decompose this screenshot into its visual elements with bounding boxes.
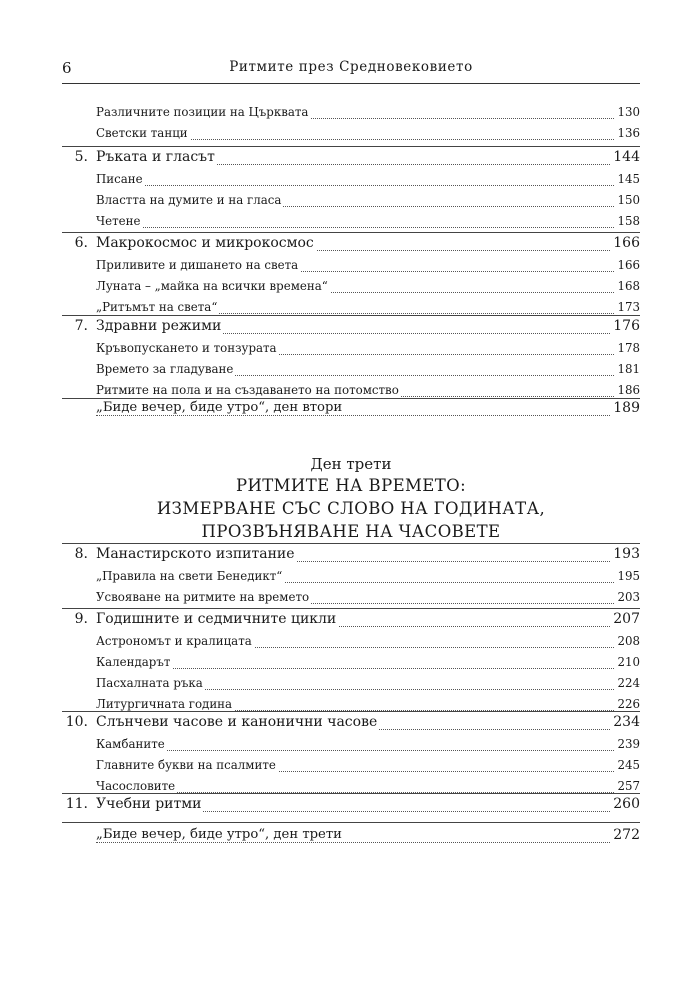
toc-subentry[interactable]: Главните букви на псалмите 245 [96, 758, 640, 772]
page-number: 6 [62, 59, 72, 77]
section-separator [62, 543, 640, 544]
toc-chapter-7 [62, 317, 640, 402]
header-rule [62, 83, 640, 84]
part-title-line: РИТМИТЕ НА ВРЕМЕТО: [235, 476, 467, 495]
toc-subentry[interactable]: Часословите 257 [96, 779, 640, 793]
toc-chapter-entry[interactable]: 11. Учебни ритми 260 [65, 796, 640, 812]
toc-chapter-entry[interactable]: 6. Макрокосмос и микрокосмос 166 [74, 235, 640, 251]
toc-chapter-entry[interactable]: 5. Ръката и гласът 144 [74, 149, 640, 165]
toc-subentry[interactable]: Различните позиции на Църквата 130 [96, 105, 640, 119]
toc-subentry[interactable]: Писане 145 [96, 172, 640, 186]
section-separator [62, 711, 640, 712]
toc-subentry[interactable]: Властта на думите и на гласа 150 [96, 193, 640, 207]
toc-subentry[interactable]: Времето за гладуване 181 [96, 362, 640, 376]
toc-chapter-11 [62, 795, 640, 817]
toc-outro-entry[interactable]: „Биде вечер, биде утро“, ден втори 189 [96, 400, 640, 416]
section-separator [62, 793, 640, 794]
toc-ch4-tail [62, 103, 640, 145]
part-heading [62, 454, 640, 543]
running-head [62, 59, 640, 77]
toc-day-three-outro [62, 826, 640, 848]
toc-subentry[interactable]: Камбаните 239 [96, 737, 640, 751]
toc-chapter-5 [62, 148, 640, 233]
toc-outro-entry[interactable]: „Биде вечер, биде утро“, ден трети 272 [96, 827, 640, 843]
section-separator [62, 315, 640, 316]
part-label: Ден трети [310, 455, 392, 473]
toc-subentry[interactable]: „Правила на свети Бенедикт“ 195 [96, 569, 640, 583]
toc-chapter-entry[interactable]: 8. Манастирското изпитание 193 [74, 546, 640, 562]
toc-subentry[interactable]: Календарът 210 [96, 655, 640, 669]
part-title-line: ИЗМЕРВАНЕ СЪС СЛОВО НА ГОДИНАТА, [156, 499, 546, 518]
section-separator [62, 232, 640, 233]
toc-subentry[interactable]: Четене 158 [96, 214, 640, 228]
running-title: Ритмите през Средновековието [229, 59, 473, 75]
toc-subentry[interactable]: Приливите и дишането на света 166 [96, 258, 640, 272]
toc-subentry[interactable]: „Ритъмът на света“ 173 [96, 300, 640, 314]
toc-subentry[interactable]: Пасхалната ръка 224 [96, 676, 640, 690]
section-separator [62, 146, 640, 147]
part-title-line: ПРОЗВЪНЯВАНЕ НА ЧАСОВЕТЕ [201, 522, 501, 541]
toc-subentry[interactable]: Ритмите на пола и на създаването на потомство 186 [96, 383, 640, 397]
section-separator [62, 822, 640, 823]
toc-chapter-10 [62, 713, 640, 798]
toc-chapter-entry[interactable]: 7. Здравни режими 176 [74, 318, 640, 334]
toc-day-two-outro [62, 399, 640, 421]
toc-subentry[interactable]: Луната – „майка на всички времена“ 168 [96, 279, 640, 293]
toc-subentry[interactable]: Литургичната година 226 [96, 697, 640, 711]
toc-subentry[interactable]: Усвояване на ритмите на времето 203 [96, 590, 640, 604]
toc-chapter-8 [62, 545, 640, 609]
toc-subentry[interactable]: Кръвопускането и тонзурата 178 [96, 341, 640, 355]
toc-chapter-9 [62, 610, 640, 716]
toc-chapter-entry[interactable]: 10. Слънчеви часове и канонични часове 234 [65, 714, 640, 730]
toc-chapter-entry[interactable]: 9. Годишните и седмичните цикли 207 [74, 611, 640, 627]
toc-subentry[interactable]: Астрономът и кралицата 208 [96, 634, 640, 648]
section-separator [62, 608, 640, 609]
toc-chapter-6 [62, 234, 640, 319]
toc-subentry[interactable]: Светски танци 136 [96, 126, 640, 140]
